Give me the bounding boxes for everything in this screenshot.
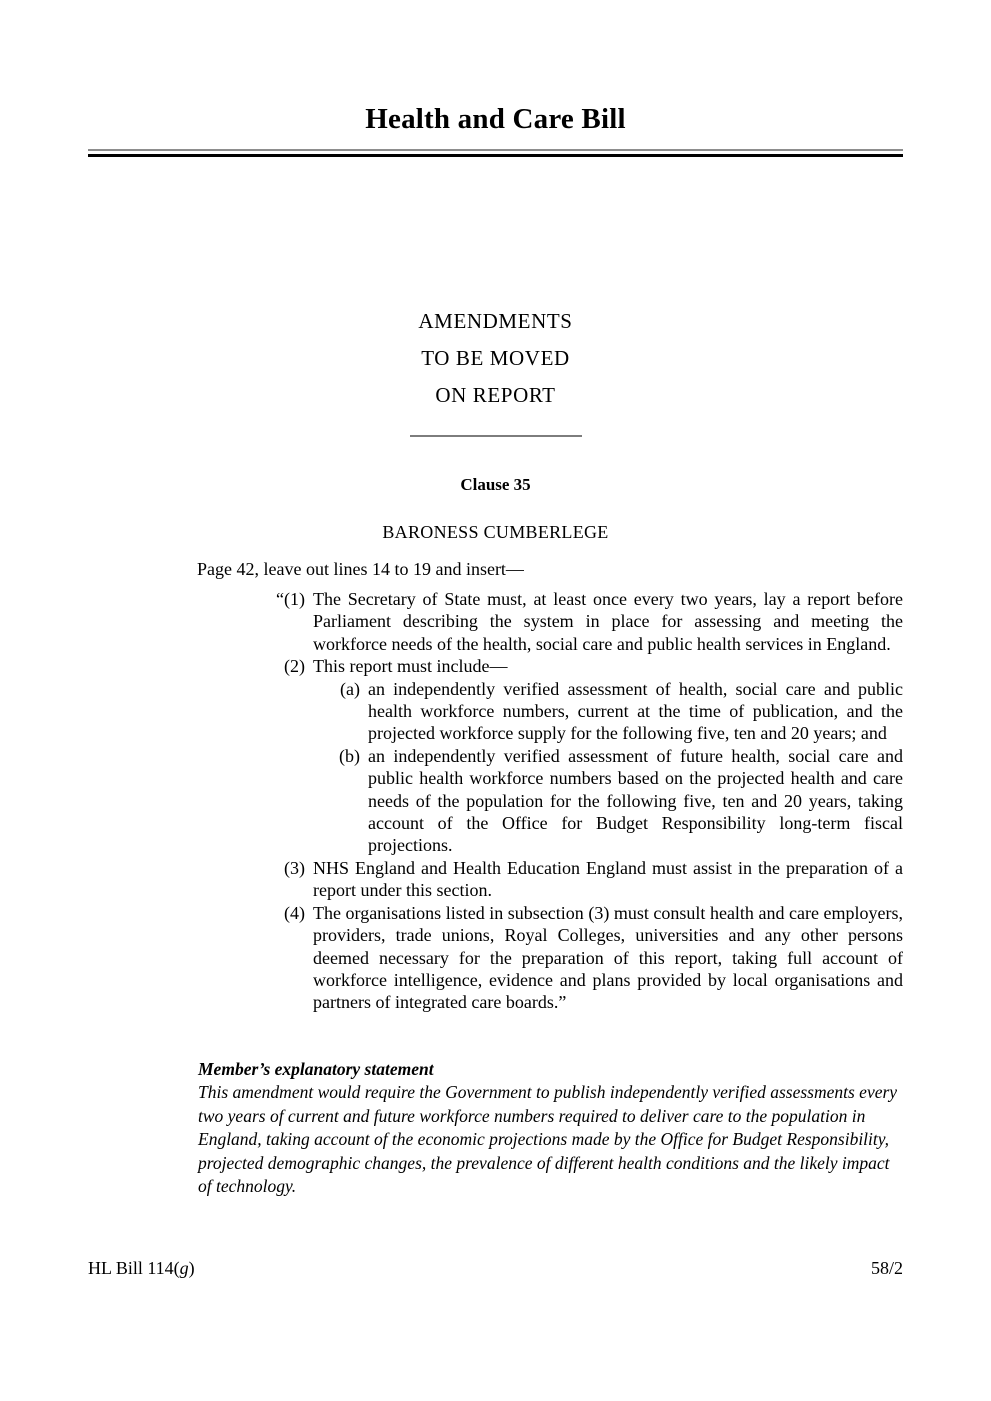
bill-number-letter: g	[179, 1258, 189, 1278]
paragraph-marker: (3)	[284, 857, 305, 878]
amendment-body	[88, 474, 903, 1014]
subparagraph-text: an independently verified assessment of future health, social care and public health workforce numbers based on the projected health and care needs of the population for the following five, ten and 20 years, taking account of the Office for Budget Responsibility long-term fiscal projections.	[368, 745, 903, 856]
explanatory-body: This amendment would require the Government to publish independently verified assessments every two years of current and future workforce numbers required to deliver care to the population in England, taking account of the economic projections made by the Office for Budget Responsibility, projected demographic changes, the prevalence of different health conditions and the likely impact of technology.	[198, 1082, 898, 1196]
paragraph-marker: “(1)	[276, 589, 305, 609]
amendment-paragraph	[88, 588, 903, 655]
amendment-subparagraph	[88, 678, 903, 745]
clause-heading: Clause 35	[460, 475, 531, 494]
explanatory-statement	[198, 1057, 904, 1199]
subparagraph-marker: (b)	[339, 745, 360, 766]
subparagraph-text: an independently verified assessment of health, social care and public health workforce numbers, current at the time of publication, and the projected workforce supply for the following five, ten and 20 years; and	[368, 678, 903, 744]
heading-line-amendments: AMENDMENTS	[418, 309, 573, 333]
heading-divider-wrap	[88, 435, 903, 437]
amendment-subparagraph	[88, 745, 903, 857]
subparagraph-marker: (a)	[340, 678, 360, 699]
amendment-paragraph	[88, 857, 903, 902]
paragraph-text: This report must include—	[313, 656, 508, 677]
masthead-double-rule	[88, 149, 903, 157]
amendments-heading-block	[88, 303, 903, 437]
paragraph-text: The organisations listed in subsection (3) must consult health and care employers, providers, trade unions, Royal Colleges, universities and any other persons deemed necessary for the preparation of this report, taking full account of workforce intelligence, evidence and plans provided by local organisations and partners of integrated care boards.”	[313, 902, 903, 1013]
paragraph-marker: (4)	[284, 902, 305, 923]
bill-number-suffix: )	[188, 1258, 195, 1278]
heading-line-to-be-moved: TO BE MOVED	[421, 346, 570, 370]
amendment-paragraph	[88, 655, 903, 677]
paragraph-text: NHS England and Health Education England must assist in the preparation of a report under this section.	[313, 857, 903, 901]
page-title: Health and Care Bill	[365, 103, 626, 135]
amendment-paragraph	[88, 902, 903, 1014]
explanatory-title: Member’s explanatory statement	[198, 1059, 434, 1079]
masthead-rule-thick	[88, 154, 903, 157]
paragraph-marker: (2)	[284, 656, 305, 677]
page-footer	[88, 1258, 903, 1279]
heading-divider-rule	[410, 435, 582, 437]
page-reference: 58/2	[870, 1258, 903, 1278]
bill-number	[88, 1258, 195, 1279]
heading-line-on-report: ON REPORT	[435, 383, 556, 407]
amendment-instruction: Page 42, leave out lines 14 to 19 and insert—	[197, 559, 524, 579]
bill-number-prefix: HL Bill 114(	[88, 1258, 180, 1278]
paragraph-text: The Secretary of State must, at least once every two years, lay a report before Parliament describing the system in place for assessing and meeting the workforce needs of the health, social care and public health services in England.	[313, 589, 903, 654]
amendment-list	[88, 588, 903, 1014]
member-name: BARONESS CUMBERLEGE	[382, 522, 609, 542]
masthead	[88, 104, 903, 157]
